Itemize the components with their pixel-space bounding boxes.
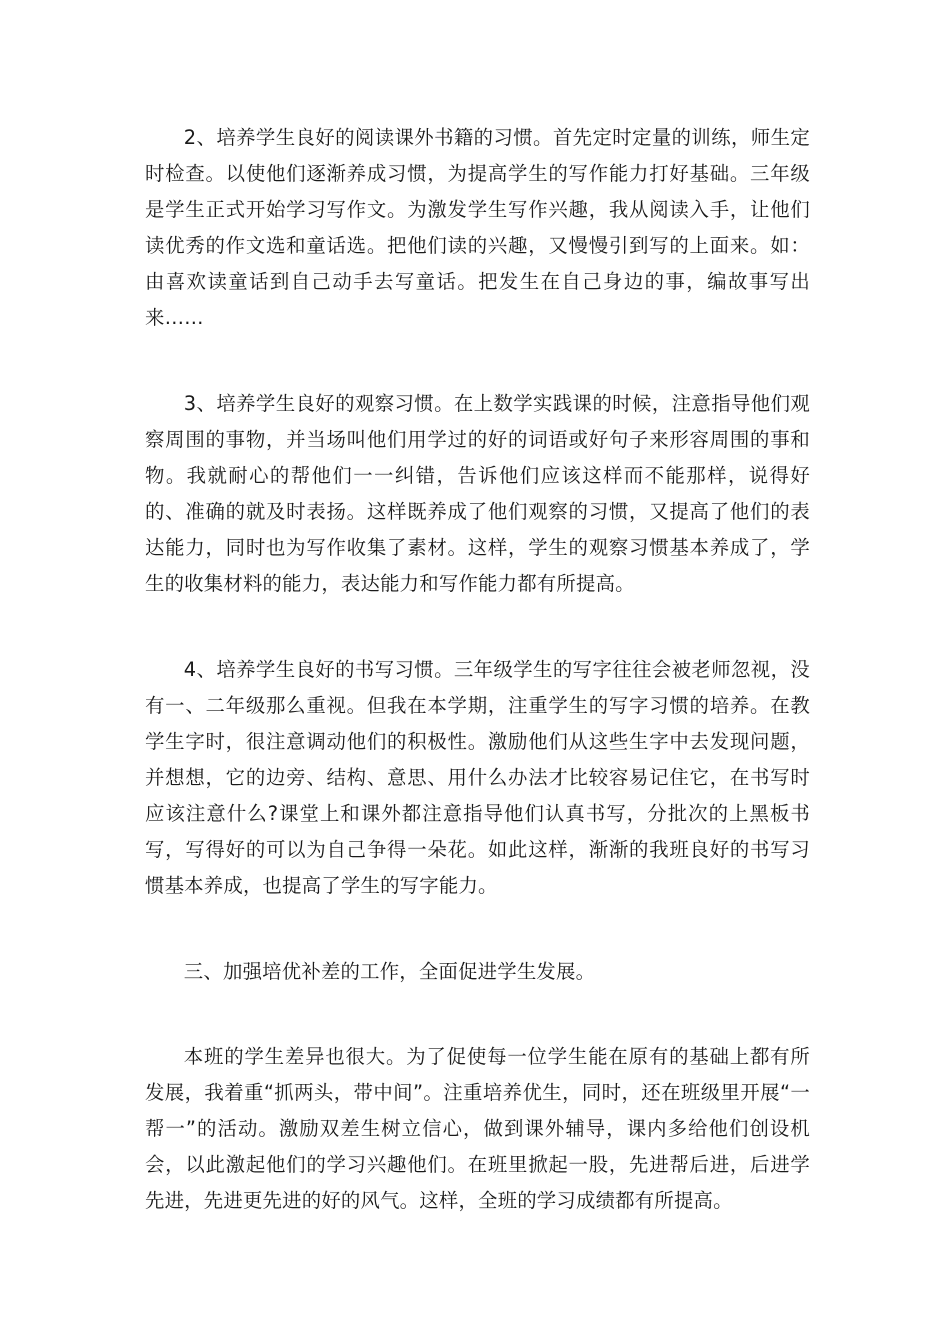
paragraph-writing-habit: 4、培养学生良好的书写习惯。三年级学生的写字往往会被老师忽视，没有一、二年级那么重视。但我在本学期，注重学生的写字习惯的培养。在教学生字时，很注意调动他们的积极性。激励他们从这些生字中去发现问题，并想想，它的边旁、结构、意思、用什么办法才比较容易记住它，在书写时应该注意什么?课堂上和课外都注意指导他们认真书写，分批次的上黑板书写，写得好的可以为自己争得一朵花。如此这样，渐渐的我班良好的书写习惯基本养成，也提高了学生的写字能力。 bbox=[145, 658, 810, 897]
document-body bbox=[145, 120, 810, 1219]
paragraph-tutoring: 本班的学生差异也很大。为了促使每一位学生能在原有的基础上都有所发展，我着重“抓两头，带中间”。注重培养优生，同时，还在班级里开展“一帮一”的活动。激励双差生树立信心，做到课外辅导，课内多给他们创设机会，以此激起他们的学习兴趣他们。在班里掀起一股，先进帮后进，后进学先进，先进更先进的好的风气。这样，全班的学习成绩都有所提高。 bbox=[145, 1045, 810, 1212]
paragraph-reading-habit: 2、培养学生良好的阅读课外书籍的习惯。首先定时定量的训练，师生定时检查。以使他们逐渐养成习惯，为提高学生的写作能力打好基础。三年级是学生正式开始学习写作文。为激发学生写作兴趣，我从阅读入手，让他们读优秀的作文选和童话选。把他们读的兴趣，又慢慢引到写的上面来。如：由喜欢读童话到自己动手去写童话。把发生在自己身边的事，编故事写出来…… bbox=[145, 126, 810, 329]
section-heading: 三、加强培优补差的工作，全面促进学生发展。 bbox=[183, 960, 596, 983]
paragraph-observation-habit: 3、培养学生良好的观察习惯。在上数学实践课的时候，注意指导他们观察周围的事物，并当场叫他们用学过的好的词语或好句子来形容周围的事和物。我就耐心的帮他们一一纠错，告诉他们应该这样而不能那样，说得好的、准确的就及时表扬。这样既养成了他们观察的习惯，又提高了他们的表达能力，同时也为写作收集了素材。这样，学生的观察习惯基本养成了，学生的收集材料的能力，表达能力和写作能力都有所提高。 bbox=[145, 392, 810, 595]
